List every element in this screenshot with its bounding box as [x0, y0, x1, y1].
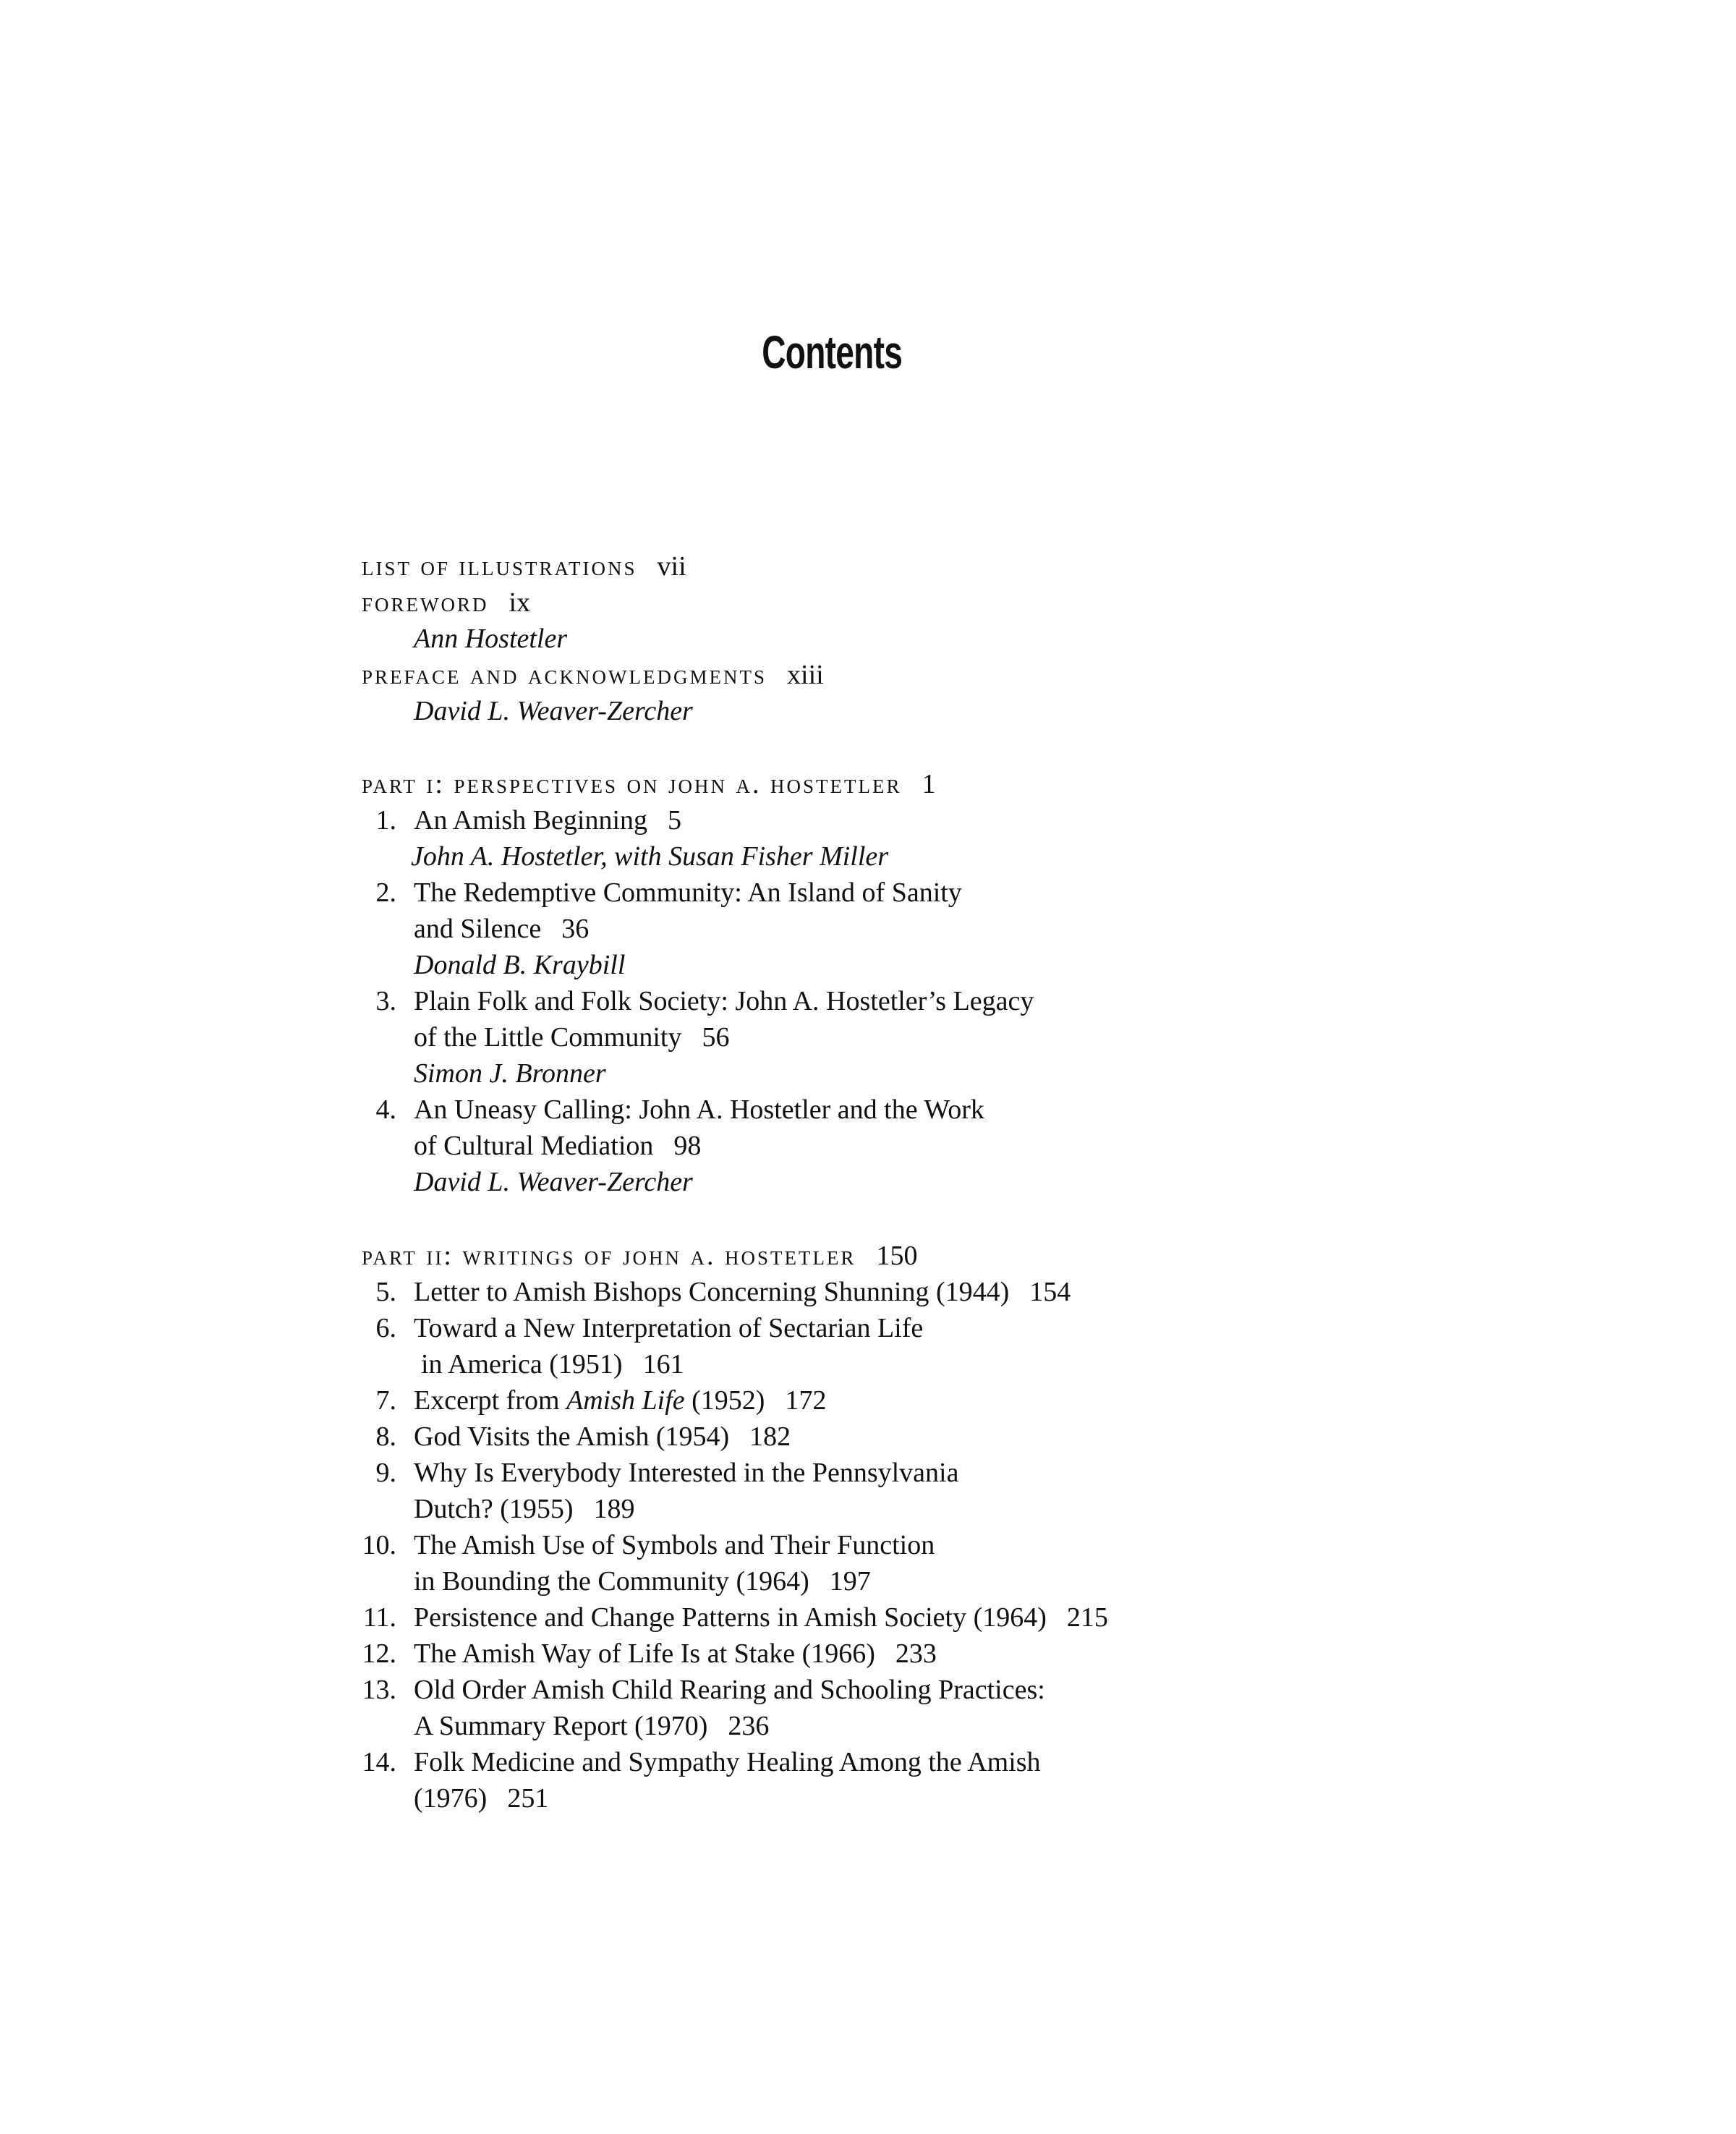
chapter-number: 11.	[362, 1602, 396, 1633]
entry-author: Ann Hostetler	[414, 624, 568, 654]
chapter-page: 182	[749, 1421, 791, 1452]
chapter-title-line2: (1976)	[414, 1783, 488, 1814]
chapter-title-italic: Amish Life	[566, 1385, 685, 1416]
chapter-page: 154	[1029, 1277, 1071, 1307]
chapter-page: 189	[593, 1494, 635, 1524]
chapter-title-continued	[414, 1024, 729, 1051]
chapter-title-line2: in America (1951)	[421, 1349, 623, 1380]
entry-label: foreword	[362, 587, 489, 618]
chapter-title: The Amish Use of Symbols and Their Function	[414, 1530, 935, 1560]
chapter-title: Folk Medicine and Sympathy Healing Among the Amish	[414, 1747, 1041, 1777]
chapter-number: 2.	[375, 877, 396, 908]
chapter-page: 251	[507, 1783, 549, 1814]
chapter-title: Old Order Amish Child Rearing and Schooling Practices:	[414, 1675, 1045, 1705]
chapter-title-continued	[421, 1351, 684, 1378]
toc-entry-illustrations[interactable]	[362, 553, 686, 580]
chapter-page: 36	[561, 914, 590, 944]
chapter-title: Persistence and Change Patterns in Amish Society (1964)	[414, 1602, 1047, 1633]
chapter-page: 236	[728, 1711, 770, 1741]
entry-label: preface and acknowledgments	[362, 660, 767, 690]
chapter-title-line2: Dutch? (1955)	[414, 1494, 574, 1524]
chapter-number: 7.	[375, 1385, 396, 1416]
chapter-number: 12.	[362, 1638, 396, 1669]
toc-part-1[interactable]	[362, 770, 936, 798]
chapter-title-prefix: Excerpt from	[414, 1385, 567, 1416]
chapter-number: 6.	[375, 1313, 396, 1343]
chapter-title-line2: of the Little Community	[414, 1022, 682, 1053]
chapter-title-continued	[414, 915, 589, 943]
chapter-title-continued	[414, 1785, 548, 1812]
toc-entry-foreword[interactable]	[362, 589, 530, 616]
chapter-title-line2: A Summary Report (1970)	[414, 1711, 708, 1741]
chapter-title: Letter to Amish Bishops Concerning Shunning (1944)	[414, 1277, 1010, 1307]
chapter-author: David L. Weaver-Zercher	[414, 1167, 693, 1197]
chapter-page: 5	[668, 805, 682, 836]
chapter-number: 14.	[362, 1747, 396, 1777]
chapter-title: The Amish Way of Life Is at Stake (1966)	[414, 1638, 875, 1669]
chapter-author: Donald B. Kraybill	[414, 950, 626, 980]
page-title: Contents	[762, 326, 903, 378]
chapter-title-line2: in Bounding the Community (1964)	[414, 1566, 809, 1597]
chapter-title: Toward a New Interpretation of Sectarian Life	[414, 1313, 924, 1343]
chapter-page: 161	[642, 1349, 684, 1380]
part-label: part ii: writings of john a. hostetler	[362, 1241, 856, 1271]
chapter-title-line2: and Silence	[414, 914, 542, 944]
chapter-title: The Redemptive Community: An Island of Sanity	[414, 877, 962, 908]
part-page: 150	[876, 1241, 918, 1271]
toc-part-2[interactable]	[362, 1242, 917, 1270]
entry-label: list of illustrations	[362, 551, 637, 582]
entry-page: vii	[657, 551, 686, 582]
chapter-author: Simon J. Bronner	[414, 1058, 606, 1089]
chapter-page: 197	[829, 1566, 871, 1597]
chapter-title-continued	[414, 1568, 871, 1595]
part-label: part i: perspectives on john a. hostetler	[362, 769, 902, 799]
chapter-number: 5.	[375, 1277, 396, 1307]
chapter-title-suffix: (1952)	[684, 1385, 765, 1416]
chapter-number: 1.	[375, 805, 396, 836]
chapter-number: 4.	[375, 1094, 396, 1125]
chapter-number: 8.	[375, 1421, 396, 1452]
part-page: 1	[922, 769, 936, 799]
chapter-title-line2: of Cultural Mediation	[414, 1131, 654, 1161]
chapter-number: 13.	[362, 1675, 396, 1705]
chapter-page: 233	[895, 1638, 937, 1669]
toc-entry-preface[interactable]	[362, 661, 824, 689]
chapter-number: 10.	[362, 1530, 396, 1560]
chapter-title: An Uneasy Calling: John A. Hostetler and the Work	[414, 1094, 984, 1125]
chapter-number: 3.	[375, 986, 396, 1016]
chapter-page: 172	[785, 1385, 827, 1416]
chapter-title-continued	[414, 1132, 701, 1160]
chapter-title: God Visits the Amish (1954)	[414, 1421, 730, 1452]
chapter-page: 215	[1066, 1602, 1108, 1633]
chapter-title-continued	[414, 1712, 769, 1740]
chapter-page: 56	[702, 1022, 730, 1053]
entry-page: xiii	[787, 660, 824, 690]
chapter-title: An Amish Beginning	[414, 805, 648, 836]
chapter-number: 9.	[375, 1458, 396, 1488]
entry-author: David L. Weaver-Zercher	[414, 696, 693, 726]
chapter-title-continued	[414, 1495, 635, 1523]
entry-page: ix	[509, 587, 531, 618]
chapter-title: Why Is Everybody Interested in the Pennsylvania	[414, 1458, 959, 1488]
chapter-author: John A. Hostetler, with Susan Fisher Miller	[411, 841, 889, 872]
chapter-page: 98	[673, 1131, 702, 1161]
chapter-title: Plain Folk and Folk Society: John A. Hostetler’s Legacy	[414, 986, 1034, 1016]
